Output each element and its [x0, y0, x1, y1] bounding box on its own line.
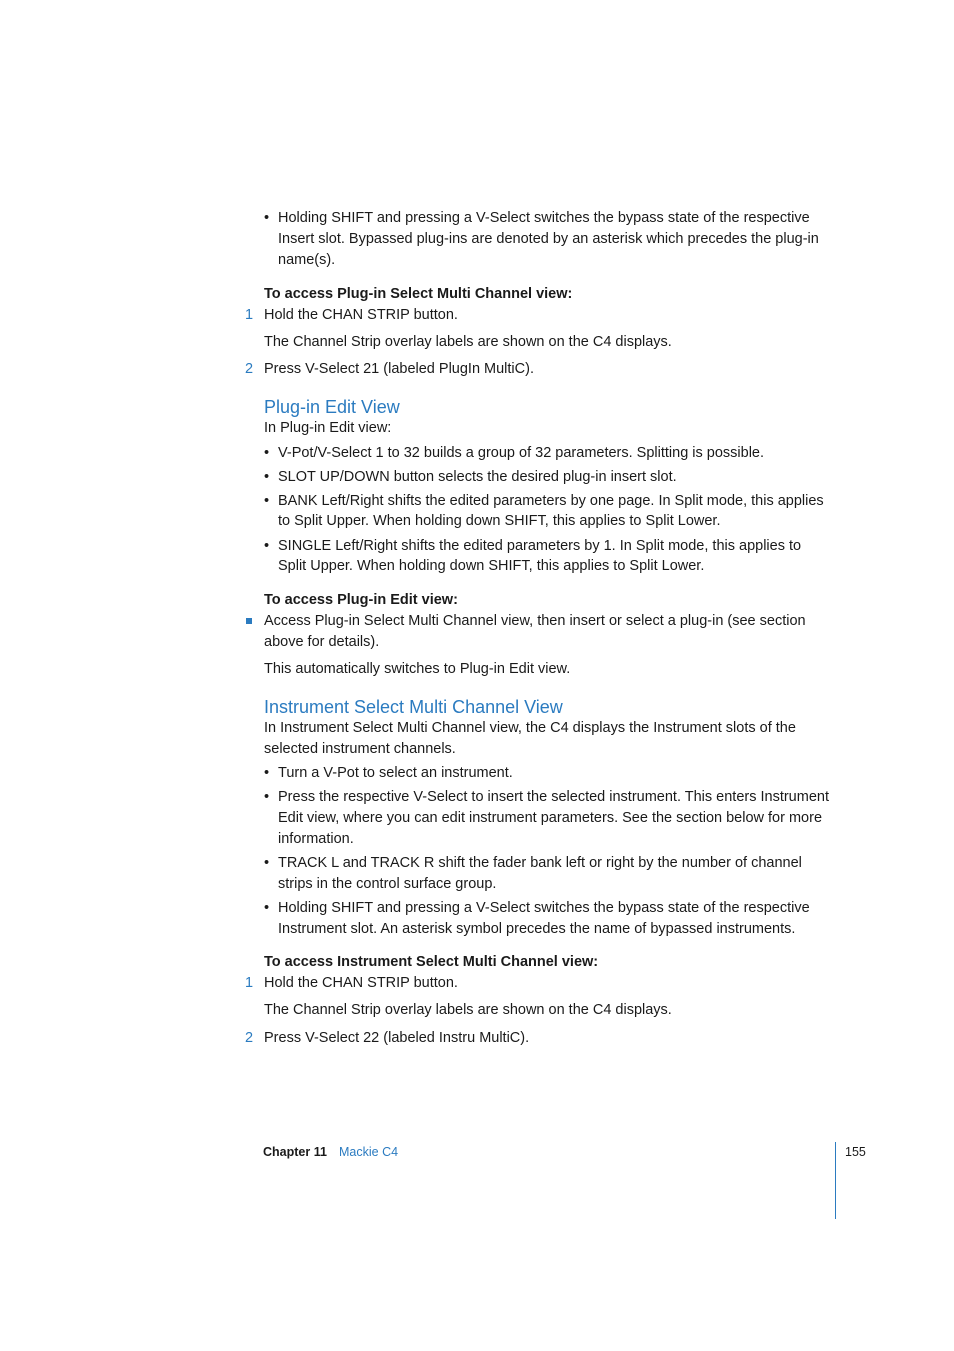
- section-intro: In Instrument Select Multi Channel view, the C4 displays the Instrument slots of the: [264, 720, 796, 736]
- step-number: 1: [245, 307, 254, 323]
- bullet-text: TRACK L and TRACK R shift the fader bank left or right by the number of channel: [278, 855, 802, 871]
- bullet-text: Insert slot. Bypassed plug-ins are denoted by an asterisk which precedes the plug-in: [278, 231, 819, 247]
- bullet-glyph: •: [264, 855, 270, 871]
- bullet-text: to Split Upper. When holding down SHIFT, this applies to Split Lower.: [278, 513, 721, 529]
- step-number: 1: [245, 975, 254, 991]
- step-text: above for details).: [264, 634, 380, 650]
- bullet-text: V-Pot/V-Select 1 to 32 builds a group of 32 parameters. Splitting is possible.: [278, 445, 765, 461]
- bullet-glyph: •: [264, 493, 270, 509]
- step-note: This automatically switches to Plug-in Edit view.: [264, 661, 571, 677]
- bullet-glyph: •: [264, 469, 270, 485]
- bullet-text: strips in the control surface group.: [278, 876, 497, 892]
- bullet-glyph: •: [264, 900, 270, 916]
- step-text: Access Plug-in Select Multi Channel view, then insert or select a plug-in (see section: [264, 613, 806, 629]
- procedure-heading: To access Instrument Select Multi Channel view:: [264, 954, 599, 970]
- bullet-glyph: •: [264, 765, 270, 781]
- procedure-heading: To access Plug-in Edit view:: [264, 592, 458, 608]
- footer-chapter: Chapter 11: [263, 1145, 327, 1159]
- step-note: The Channel Strip overlay labels are shown on the C4 displays.: [264, 1002, 672, 1018]
- page-number: 155: [845, 1145, 866, 1159]
- bullet-glyph: •: [264, 789, 270, 805]
- footer-divider: [835, 1142, 836, 1219]
- bullet-text: SLOT UP/DOWN button selects the desired plug-in insert slot.: [278, 469, 677, 485]
- footer-chapter-title: Mackie C4: [339, 1145, 399, 1159]
- step-text: Hold the CHAN STRIP button.: [264, 307, 458, 323]
- procedure-heading: To access Plug-in Select Multi Channel view:: [264, 286, 573, 302]
- bullet-glyph: •: [264, 538, 270, 554]
- section-intro: In Plug-in Edit view:: [264, 420, 392, 436]
- bullet-text: name(s).: [278, 252, 336, 268]
- bullet-text: Split Upper. When holding down SHIFT, this applies to Split Lower.: [278, 558, 705, 574]
- bullet-text: Holding SHIFT and pressing a V-Select switches the bypass state of the respective: [278, 900, 810, 916]
- bullet-text: Holding SHIFT and pressing a V-Select switches the bypass state of the respective: [278, 210, 810, 226]
- step-text: Press V-Select 21 (labeled PlugIn MultiC).: [264, 361, 534, 377]
- step-number: 2: [245, 361, 254, 377]
- bullet-text: information.: [278, 831, 354, 847]
- step-note: The Channel Strip overlay labels are shown on the C4 displays.: [264, 334, 672, 350]
- bullet-glyph: •: [264, 210, 270, 226]
- section-title-plugin-edit: Plug-in Edit View: [264, 397, 400, 417]
- bullet-glyph: •: [264, 445, 270, 461]
- section-title-instrument-select: Instrument Select Multi Channel View: [264, 697, 563, 717]
- bullet-text: BANK Left/Right shifts the edited parameters by one page. In Split mode, this applies: [278, 493, 824, 509]
- step-number: 2: [245, 1030, 254, 1046]
- bullet-text: Press the respective V-Select to insert the selected instrument. This enters Instrument: [278, 789, 829, 805]
- step-text: Press V-Select 22 (labeled Instru MultiC).: [264, 1030, 530, 1046]
- bullet-text: Edit view, where you can edit instrument parameters. See the section below for more: [278, 810, 823, 826]
- bullet-text: Turn a V-Pot to select an instrument.: [278, 765, 513, 781]
- section-intro: selected instrument channels.: [264, 741, 456, 757]
- square-bullet-icon: [246, 618, 252, 624]
- step-text: Hold the CHAN STRIP button.: [264, 975, 458, 991]
- bullet-text: SINGLE Left/Right shifts the edited parameters by 1. In Split mode, this applies to: [278, 538, 802, 554]
- bullet-text: Instrument slot. An asterisk symbol precedes the name of bypassed instruments.: [278, 921, 796, 937]
